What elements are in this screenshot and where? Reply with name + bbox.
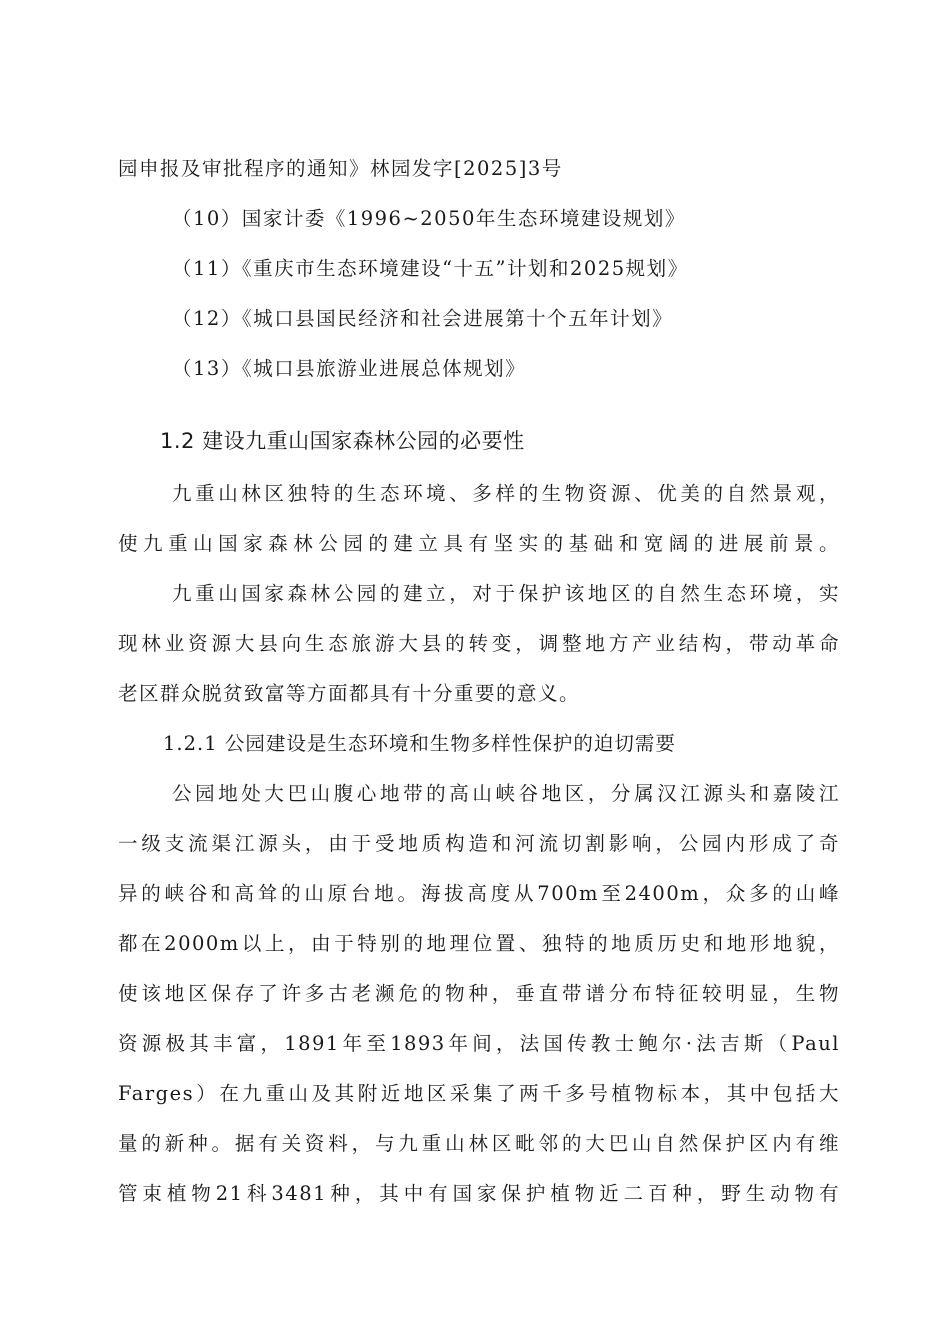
paragraph3-line4: 都在2000m以上，由于特别的地理位置、独特的地质历史和地形地貌，: [118, 932, 840, 955]
reference-item-11: （11）《重庆市生态环境建设“十五”计划和2025规划》: [172, 257, 689, 280]
paragraph3-line8: 量的新种。据有关资料，与九重山林区毗邻的大巴山自然保护区内有维: [118, 1132, 840, 1155]
paragraph2-line1: 九重山国家森林公园的建立，对于保护该地区的自然生态环境，实: [172, 582, 840, 605]
paragraph3-line5: 使该地区保存了许多古老濒危的物种，垂直带谱分布特征较明显，生物: [118, 982, 840, 1005]
reference-item-12: （12）《城口县国民经济和社会进展第十个五年计划》: [172, 307, 674, 330]
reference-item-13: （13）《城口县旅游业进展总体规划》: [172, 357, 527, 380]
paragraph2-line3: 老区群众脱贫致富等方面都具有十分重要的意义。: [118, 682, 581, 705]
paragraph3-line6: 资源极其丰富，1891年至1893年间，法国传教士鲍尔·法吉斯（Paul: [118, 1032, 840, 1055]
paragraph1-line1: 九重山林区独特的生态环境、多样的生物资源、优美的自然景观，: [172, 482, 840, 505]
reference-item-10: （10）国家计委《1996~2050年生态环境建设规划》: [172, 207, 686, 230]
paragraph3-line3: 异的峡谷和高耸的山原台地。海拔高度从700m至2400m，众多的山峰: [118, 882, 840, 905]
paragraph1-line2: 使九重山国家森林公园的建立具有坚实的基础和宽阔的进展前景。: [118, 532, 840, 555]
subsection-heading: 1.2.1 公园建设是生态环境和生物多样性保护的迫切需要: [163, 732, 676, 755]
paragraph3-line2: 一级支流渠江源头，由于受地质构造和河流切割影响，公园内形成了奇: [118, 832, 840, 855]
paragraph3-line7: Farges）在九重山及其附近地区采集了两千多号植物标本，其中包括大: [118, 1082, 840, 1105]
paragraph3-line9: 管束植物21科3481种，其中有国家保护植物近二百种，野生动物有: [118, 1182, 840, 1205]
continuation-line: 园申报及审批程序的通知》林园发字[2025]3号: [118, 157, 563, 180]
paragraph2-line2: 现林业资源大县向生态旅游大县的转变，调整地方产业结构，带动革命: [118, 632, 840, 655]
paragraph3-line1: 公园地处大巴山腹心地带的高山峡谷地区，分属汉江源头和嘉陵江: [172, 782, 840, 805]
section-heading: 1.2 建设九重山国家森林公园的必要性: [160, 429, 525, 453]
